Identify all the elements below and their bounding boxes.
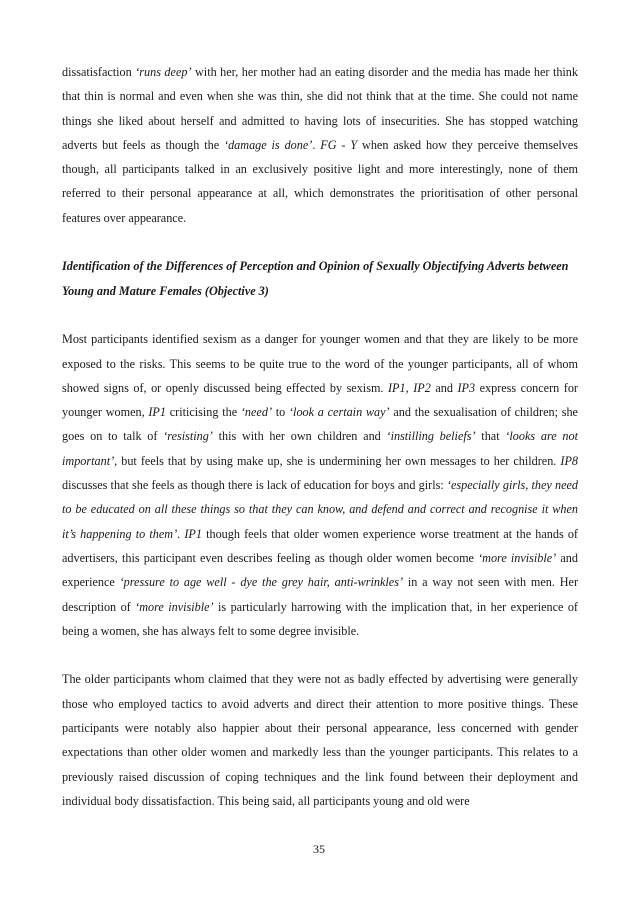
italic-text-run: IP2 — [413, 380, 431, 395]
italic-text-run: ‘looks are not important’ — [62, 429, 579, 468]
italic-text-run: IP8 — [560, 453, 578, 468]
text-run: , — [405, 380, 414, 395]
text-run: and the sexualisation of children; she goes on to talk of — [62, 405, 578, 444]
text-run: though feels that older women experience worse treatment at the hands of advertisers, this participant even describes feeling as though older women become — [62, 526, 578, 565]
italic-text-run: FG - Y — [320, 137, 358, 152]
italic-text-run: IP3 — [457, 380, 476, 395]
text-run: this with her own children and — [212, 429, 387, 444]
text-run: to — [272, 405, 289, 420]
text-run: and experience — [62, 550, 578, 590]
italic-text-run: IP1 — [388, 380, 406, 395]
text-run: , but feels that by using make up, she is undermining her own messages to her children. — [114, 453, 561, 468]
italic-text-run: ‘runs deep’ — [135, 65, 192, 79]
italic-text-run: ‘damage is done’ — [224, 137, 313, 152]
text-run: dissatisfaction — [62, 65, 136, 79]
italic-text-run: ‘especially girls, they need to be educated on all these things so that they can know, and defend and correct and recognise it when it’s happening to them’ — [62, 478, 578, 541]
italic-text-run: ‘pressure to age well - dye the grey hair, anti-wrinkles’ — [119, 575, 404, 590]
italic-text-run: ‘need’ — [240, 405, 272, 420]
text-run: . — [312, 137, 321, 152]
body-paragraph-2 — [62, 327, 578, 643]
text-run: . — [177, 526, 185, 541]
body-paragraph-3 — [62, 667, 578, 813]
italic-text-run: IP1 — [148, 405, 166, 420]
text-run: and — [430, 380, 458, 395]
text-run: criticising the — [165, 405, 241, 420]
italic-text-run: ‘resisting’ — [163, 429, 213, 444]
paragraph-gap — [62, 303, 578, 327]
italic-text-run: ‘instilling beliefs’ — [386, 429, 476, 444]
document-page — [62, 60, 578, 813]
text-run: discusses that she feels as though there is lack of education for boys and girls: — [62, 478, 447, 493]
text-run: with her, her mother had an eating disorder and the media has made her think that thin is normal and even when she was thin, she did not think that at the time. She could not name things she liked about herself and admitted to having lots of insecurities. She has stopped watching adverts but feels as though the — [62, 65, 578, 152]
italic-text-run: ‘look a certain way’ — [289, 405, 390, 420]
italic-text-run: ‘more invisible’ — [135, 599, 214, 614]
text-run: in a way not seen with men. Her description of — [62, 575, 579, 614]
italic-text-run: IP1 — [184, 526, 202, 541]
text-run: Most participants identified sexism as a danger for younger women and that they are likely to be more exposed to the risks. This seems to be quite true to the word of the younger participants, all of whom showed signs of, or openly discussed being effected by sexism. — [62, 332, 578, 395]
text-run: The older participants whom claimed that they were not as badly effected by advertising were generally those who employed tactics to avoid adverts and direct their attention to more positive things. These participants were notably also happier about their personal appearance, less concerned with gender expectations than other older women and markedly less than the younger participants. This relates to a previously raised discussion of coping techniques and the link found between their deployment and individual body dissatisfaction. This being said, all participants young and old were — [62, 672, 578, 808]
text-run: express concern for younger women, — [62, 380, 578, 420]
paragraph-gap — [62, 643, 578, 667]
italic-text-run: ‘more invisible’ — [478, 550, 557, 565]
paragraph-gap — [62, 230, 578, 254]
body-paragraph-1 — [62, 60, 578, 230]
text-run: is particularly harrowing with the implication that, in her experience of being a women, she has always felt to some degree invisible. — [62, 599, 578, 638]
section-heading: Identification of the Differences of Perception and Opinion of Sexually Objectifying Adverts between Young and Mature Females (Objective 3) — [62, 259, 569, 298]
text-run: when asked how they perceive themselves though, all participants talked in an exclusively positive light and more interestingly, none of them referred to their personal appearance at all, which demonstrates the prioritisation of other personal features over appearance. — [62, 137, 579, 225]
page-number: 35 — [313, 842, 325, 856]
text-run: that — [475, 429, 506, 444]
